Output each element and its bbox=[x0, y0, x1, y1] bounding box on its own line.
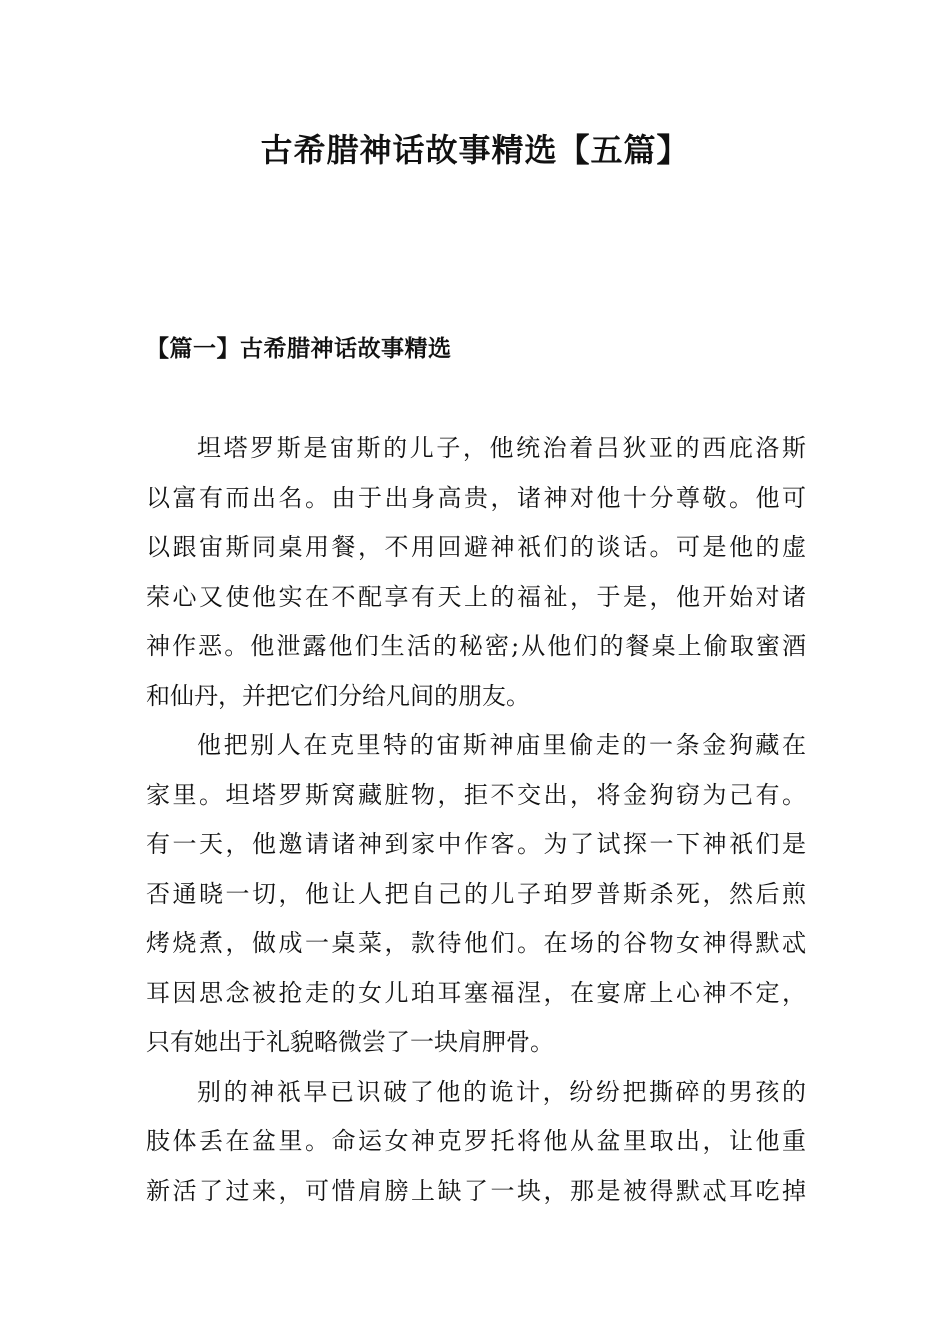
paragraph-2-line-1: 他把别人在克里特的宙斯神庙里偷走的一条金狗藏在 bbox=[197, 731, 806, 759]
paragraph-2-line-5: 烤烧煮，做成一桌菜，款待他们。在场的谷物女神得默忒 bbox=[146, 929, 806, 957]
paragraph-2-line-2: 家里。坦塔罗斯窝藏脏物，拒不交出，将金狗窃为己有。 bbox=[146, 780, 806, 809]
paragraph-2-line-6: 耳因思念被抢走的女儿珀耳塞福涅，在宴席上心神不定， bbox=[146, 978, 806, 1007]
paragraph-1-line-4: 荣心又使他实在不配享有天上的福祉，于是，他开始对诸 bbox=[146, 582, 806, 611]
paragraph-3-line-2: 肢体丢在盆里。命运女神克罗托将他从盆里取出，让他重 bbox=[146, 1127, 806, 1155]
paragraph-1-line-6: 和仙丹，并把它们分给凡间的朋友。 bbox=[146, 681, 530, 710]
paragraph-3-line-3: 新活了过来，可惜肩膀上缺了一块，那是被得默忒耳吃掉 bbox=[146, 1176, 806, 1205]
paragraph-2-line-3: 有一天，他邀请诸神到家中作客。为了试探一下神祇们是 bbox=[146, 830, 806, 858]
paragraph-1-line-1: 坦塔罗斯是宙斯的儿子，他统治着吕狄亚的西庇洛斯 bbox=[197, 434, 806, 462]
paragraph-2-line-4: 否通晓一切，他让人把自己的儿子珀罗普斯杀死，然后煎 bbox=[146, 879, 806, 908]
document-title: 古希腊神话故事精选【五篇】 bbox=[260, 131, 690, 169]
paragraph-1-line-5: 神作恶。他泄露他们生活的秘密;从他们的餐桌上偷取蜜酒 bbox=[146, 632, 806, 660]
paragraph-1-line-2: 以富有而出名。由于出身高贵，诸神对他十分尊敬。他可 bbox=[146, 483, 806, 512]
section-heading: 【篇一】古希腊神话故事精选 bbox=[146, 335, 452, 362]
paragraph-2-line-7: 只有她出于礼貌略微尝了一块肩胛骨。 bbox=[146, 1028, 554, 1056]
body-text bbox=[146, 428, 806, 1220]
paragraph-3-line-1: 别的神祇早已识破了他的诡计，纷纷把撕碎的男孩的 bbox=[197, 1077, 806, 1106]
paragraph-1-line-3: 以跟宙斯同桌用餐，不用回避神祇们的谈话。可是他的虚 bbox=[146, 533, 806, 561]
